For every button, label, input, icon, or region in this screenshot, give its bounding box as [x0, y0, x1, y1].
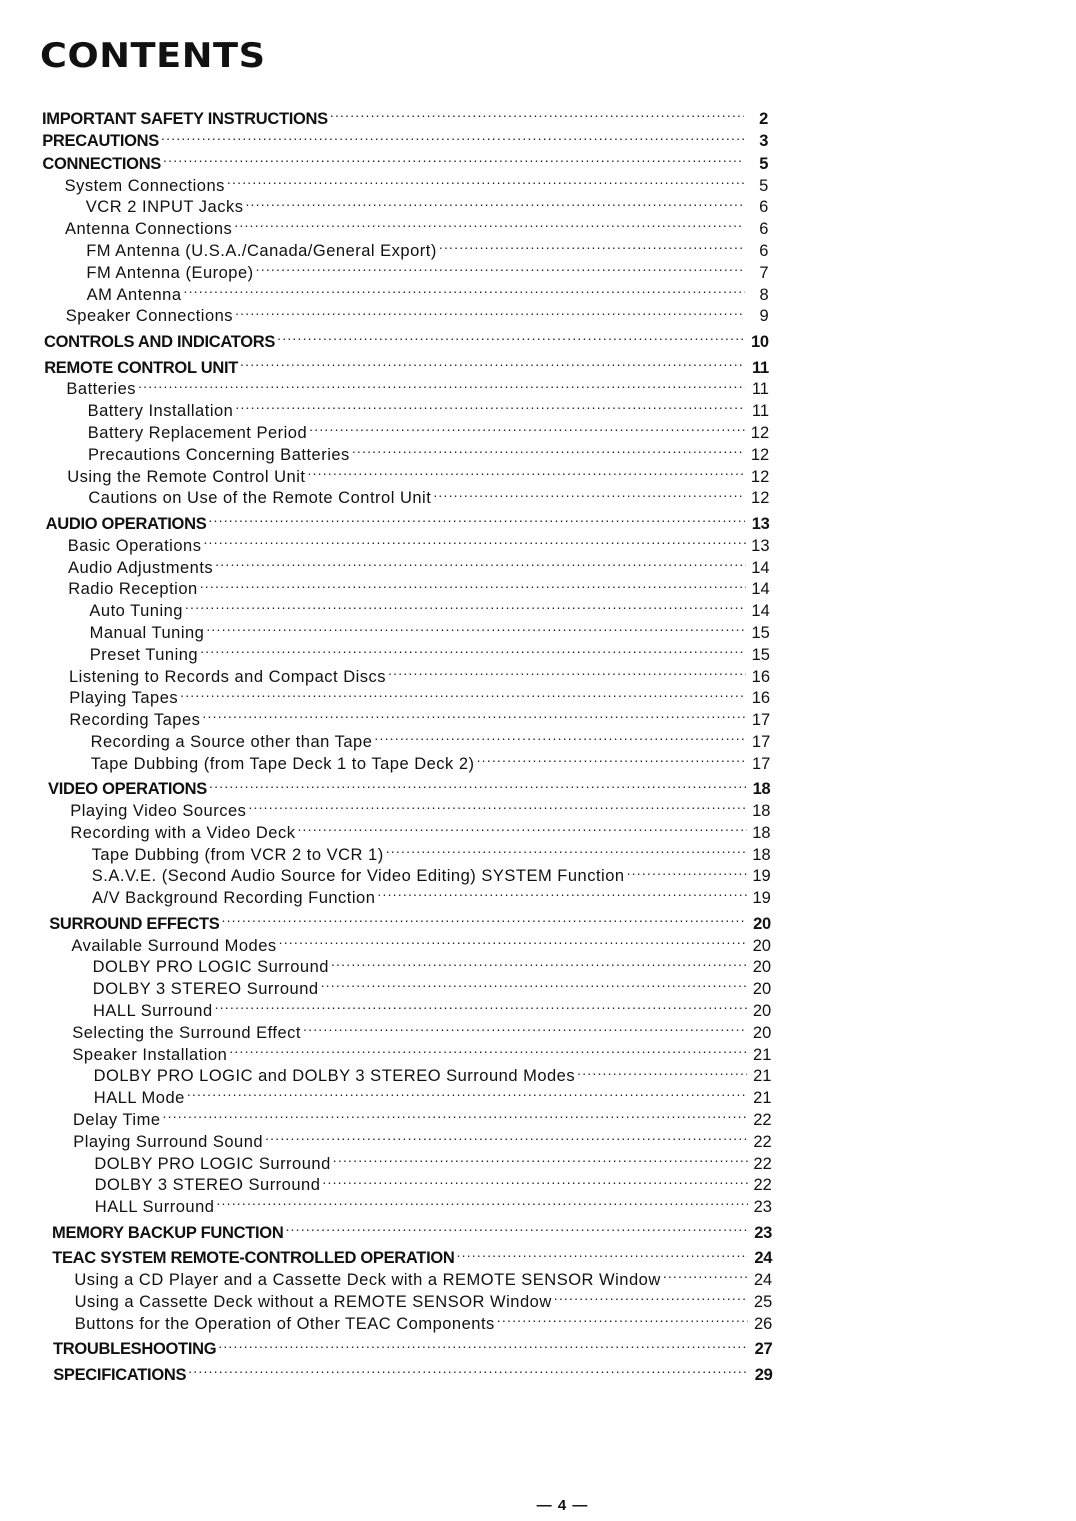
- toc-entry: [0, 529, 1076, 555]
- toc-entry-page: 20: [752, 1023, 772, 1042]
- toc-entry-page: 10: [751, 332, 769, 351]
- toc-entry-title: TROUBLESHOOTING: [53, 1340, 217, 1359]
- toc-entry-page: 20: [752, 936, 771, 955]
- toc-entry-page: 14: [751, 558, 770, 577]
- dot-leader: [265, 1125, 748, 1147]
- toc-entry-page: 12: [750, 423, 770, 442]
- dot-leader: [374, 725, 746, 747]
- toc-entry: [0, 660, 1076, 686]
- dot-leader: [285, 1215, 748, 1238]
- dot-leader: [187, 1081, 748, 1103]
- toc-entry-page: 7: [759, 263, 769, 282]
- toc-entry-page: 17: [751, 732, 771, 751]
- toc-entry-page: 5: [759, 176, 769, 195]
- toc-entry-page: 20: [753, 914, 771, 933]
- toc-entry-page: 6: [759, 220, 769, 239]
- toc-entry-page: 5: [759, 154, 769, 173]
- toc-entry-page: 16: [751, 667, 770, 686]
- table-of-contents: [0, 101, 1076, 1384]
- toc-entry-page: 2: [759, 109, 768, 128]
- toc-entry-page: 6: [759, 241, 769, 260]
- toc-entry-title: HALL Surround: [93, 1002, 213, 1021]
- toc-entry-page: 11: [751, 402, 770, 421]
- dot-leader: [188, 1357, 748, 1380]
- toc-entry-title: DOLBY 3 STEREO Surround: [92, 980, 319, 999]
- toc-entry-page: 22: [753, 1132, 772, 1151]
- dot-leader: [229, 1038, 747, 1060]
- toc-entry: [0, 300, 1076, 326]
- toc-entry: [0, 906, 1076, 933]
- toc-entry-title: Playing Tapes: [69, 689, 179, 708]
- toc-entry: [0, 1215, 1076, 1242]
- toc-entry-page: 15: [751, 623, 770, 642]
- toc-entry-title: FM Antenna (U.S.A./Canada/General Export): [86, 241, 437, 260]
- toc-entry: [0, 1081, 1076, 1108]
- dot-leader: [352, 438, 745, 460]
- toc-entry: [0, 460, 1076, 486]
- toc-entry: [0, 682, 1076, 708]
- dot-leader: [202, 703, 746, 725]
- toc-entry: [0, 1263, 1076, 1290]
- dot-leader: [577, 1060, 747, 1082]
- toc-entry-title: Speaker Connections: [65, 307, 234, 326]
- toc-entry-page: 18: [752, 802, 771, 821]
- toc-entry-title: SPECIFICATIONS: [53, 1365, 187, 1384]
- toc-entry-title: Basic Operations: [67, 536, 202, 555]
- toc-entry-title: S.A.V.E. (Second Audio Source for Video Editing) SYSTEM Function: [91, 867, 625, 886]
- toc-entry: [0, 373, 1076, 399]
- dot-leader: [433, 482, 745, 504]
- toc-entry-title: MEMORY BACKUP FUNCTION: [52, 1223, 284, 1242]
- dot-leader: [248, 794, 746, 816]
- toc-entry: [0, 1169, 1076, 1195]
- dot-leader: [307, 460, 745, 482]
- toc-entry-title: System Connections: [64, 176, 225, 195]
- toc-entry-title: Delay Time: [73, 1111, 161, 1130]
- toc-entry-page: 14: [751, 602, 770, 621]
- toc-entry: [0, 551, 1076, 577]
- toc-entry: [0, 416, 1076, 442]
- toc-entry-page: 12: [751, 489, 770, 508]
- toc-entry-title: Battery Replacement Period: [87, 423, 308, 442]
- dot-leader: [297, 816, 746, 838]
- toc-entry-page: 25: [753, 1293, 773, 1311]
- toc-entry-page: 19: [752, 867, 771, 886]
- toc-entry-title: DOLBY 3 STEREO Surround: [94, 1176, 321, 1195]
- toc-entry-page: 6: [759, 198, 769, 217]
- dot-leader: [235, 300, 745, 322]
- page-title: CONTENTS: [40, 36, 266, 76]
- dot-leader: [388, 660, 746, 682]
- dot-leader: [240, 350, 745, 373]
- toc-entry-title: Precautions Concerning Batteries: [88, 445, 350, 464]
- toc-entry: [0, 278, 1076, 304]
- toc-entry-page: 15: [751, 645, 770, 664]
- toc-entry-title: Tape Dubbing (from Tape Deck 1 to Tape Deck 2): [90, 754, 475, 773]
- toc-entry: [0, 1016, 1076, 1042]
- toc-entry-title: CONTROLS AND INDICATORS: [44, 332, 276, 351]
- toc-entry-page: 12: [750, 467, 770, 486]
- toc-entry-title: Available Surround Modes: [71, 936, 277, 955]
- toc-entry-page: 14: [751, 580, 770, 599]
- toc-entry: [0, 169, 1076, 195]
- toc-entry-title: DOLBY PRO LOGIC Surround: [92, 958, 329, 977]
- toc-entry: [0, 1103, 1076, 1130]
- toc-entry: [0, 929, 1076, 955]
- toc-entry-title: REMOTE CONTROL UNIT: [44, 358, 239, 377]
- toc-entry: [0, 972, 1076, 999]
- toc-entry-page: 22: [753, 1111, 772, 1130]
- toc-entry-page: 21: [753, 1067, 772, 1086]
- toc-entry-page: 11: [751, 380, 769, 399]
- toc-entry-title: Playing Video Sources: [70, 802, 247, 821]
- toc-entry: [0, 1125, 1076, 1151]
- toc-entry-page: 23: [753, 1198, 772, 1217]
- toc-entry-page: 17: [751, 754, 771, 773]
- toc-entry-page: 18: [752, 780, 771, 799]
- toc-entry: [0, 594, 1076, 621]
- toc-entry-title: VIDEO OPERATIONS: [48, 780, 207, 799]
- toc-entry-title: Speaker Installation: [72, 1045, 228, 1064]
- toc-entry-page: 16: [751, 689, 771, 708]
- toc-entry-page: 21: [753, 1089, 772, 1108]
- dot-leader: [627, 860, 747, 882]
- toc-entry: [0, 1357, 1076, 1384]
- page-number: — 4 —: [536, 1497, 589, 1514]
- toc-entry: [0, 350, 1076, 377]
- toc-entry: [0, 816, 1076, 842]
- toc-entry-title: Cautions on Use of the Remote Control Unit: [88, 489, 432, 508]
- dot-leader: [206, 616, 746, 638]
- toc-entry: [0, 324, 1076, 351]
- toc-entry-title: FM Antenna (Europe): [86, 263, 254, 282]
- toc-entry-title: IMPORTANT SAFETY INSTRUCTIONS: [42, 109, 328, 128]
- toc-entry-page: 20: [752, 958, 772, 977]
- toc-entry-title: Recording with a Video Deck: [70, 823, 296, 842]
- toc-entry-page: 8: [759, 285, 769, 304]
- dot-leader: [221, 906, 746, 929]
- toc-entry: [0, 1332, 1076, 1359]
- toc-entry-title: Recording Tapes: [69, 711, 201, 730]
- toc-entry: [0, 703, 1076, 730]
- toc-entry-title: DOLBY PRO LOGIC and DOLBY 3 STEREO Surround Modes: [93, 1067, 576, 1086]
- toc-entry: [0, 1285, 1076, 1311]
- dot-leader: [386, 838, 747, 860]
- toc-entry-title: A/V Background Recording Function: [92, 889, 376, 908]
- dot-leader: [245, 191, 744, 213]
- toc-entry-page: 19: [752, 889, 771, 908]
- toc-entry-title: HALL Mode: [93, 1089, 185, 1108]
- dot-leader: [554, 1285, 749, 1307]
- toc-entry-title: SURROUND EFFECTS: [49, 914, 220, 933]
- dot-leader: [322, 1169, 747, 1191]
- toc-entry-page: 18: [752, 823, 771, 842]
- toc-entry-title: PRECAUTIONS: [42, 132, 159, 151]
- dot-leader: [330, 101, 744, 124]
- dot-leader: [235, 394, 745, 416]
- toc-entry-page: 24: [754, 1249, 773, 1268]
- toc-entry: [0, 1147, 1076, 1173]
- toc-entry-page: 11: [752, 358, 769, 377]
- toc-entry-title: Using the Remote Control Unit: [67, 467, 306, 486]
- dot-leader: [184, 278, 745, 300]
- dot-leader: [180, 682, 746, 704]
- toc-entry-title: Auto Tuning: [89, 602, 183, 621]
- toc-entry-title: Audio Adjustments: [68, 558, 214, 577]
- toc-entry-title: Using a CD Player and a Cassette Deck with a REMOTE SENSOR Window: [74, 1271, 661, 1290]
- toc-entry: [0, 616, 1076, 642]
- toc-entry: [0, 191, 1076, 217]
- toc-entry: [0, 212, 1076, 239]
- toc-entry-title: TEAC SYSTEM REMOTE-CONTROLLED OPERATION: [52, 1249, 455, 1268]
- toc-entry: [0, 1038, 1076, 1064]
- toc-entry: [0, 794, 1076, 821]
- toc-entry-title: Selecting the Surround Effect: [72, 1023, 302, 1042]
- toc-entry: [0, 124, 1076, 151]
- toc-entry-title: Battery Installation: [87, 402, 234, 421]
- toc-entry-page: 22: [753, 1176, 772, 1195]
- toc-entry: [0, 573, 1076, 599]
- toc-entry-title: AM Antenna: [86, 285, 182, 304]
- toc-entry: [0, 994, 1076, 1021]
- dot-leader: [303, 1016, 747, 1038]
- toc-entry-title: Radio Reception: [68, 580, 198, 599]
- toc-entry-page: 3: [759, 132, 769, 151]
- dot-leader: [216, 1190, 748, 1212]
- dot-leader: [215, 551, 745, 573]
- dot-leader: [227, 169, 744, 191]
- toc-entry-page: 9: [759, 307, 769, 326]
- dot-leader: [208, 506, 745, 529]
- toc-entry-page: 13: [751, 514, 770, 533]
- dot-leader: [277, 324, 745, 347]
- dot-leader: [200, 573, 746, 595]
- dot-leader: [256, 256, 745, 278]
- toc-entry: [0, 772, 1076, 799]
- dot-leader: [321, 972, 748, 994]
- dot-leader: [477, 747, 747, 769]
- toc-entry-page: 29: [754, 1365, 773, 1384]
- toc-entry-page: 21: [753, 1045, 772, 1064]
- toc-entry-title: Listening to Records and Compact Discs: [69, 667, 387, 686]
- toc-entry-page: 24: [753, 1271, 773, 1290]
- toc-entry-title: VCR 2 INPUT Jacks: [85, 198, 244, 217]
- toc-entry-page: 27: [754, 1340, 773, 1359]
- toc-entry-title: HALL Surround: [94, 1198, 215, 1217]
- dot-leader: [377, 881, 746, 903]
- dot-leader: [161, 124, 744, 147]
- toc-entry: [0, 725, 1076, 751]
- toc-entry: [0, 1307, 1076, 1333]
- toc-entry-title: Playing Surround Sound: [73, 1132, 264, 1151]
- dot-leader: [203, 529, 745, 551]
- toc-entry: [0, 1241, 1076, 1268]
- toc-entry-page: 23: [754, 1223, 772, 1242]
- toc-entry: [0, 951, 1076, 977]
- toc-entry: [0, 482, 1076, 508]
- toc-entry-page: 18: [752, 845, 771, 864]
- dot-leader: [439, 234, 745, 256]
- toc-entry-page: 13: [751, 536, 770, 555]
- toc-entry: [0, 747, 1076, 773]
- toc-entry: [0, 838, 1076, 864]
- toc-entry: [0, 256, 1076, 282]
- dot-leader: [185, 594, 746, 616]
- toc-entry: [0, 394, 1076, 421]
- toc-entry-title: Using a Cassette Deck without a REMOTE SENSOR Window: [74, 1293, 552, 1311]
- dot-leader: [663, 1263, 748, 1285]
- dot-leader: [457, 1241, 749, 1264]
- toc-entry-title: Manual Tuning: [89, 623, 205, 642]
- toc-entry-page: 26: [753, 1314, 773, 1333]
- toc-entry-title: Recording a Source other than Tape: [90, 732, 373, 751]
- toc-entry-title: Preset Tuning: [89, 645, 199, 664]
- dot-leader: [200, 638, 746, 660]
- toc-entry-title: DOLBY PRO LOGIC Surround: [94, 1154, 331, 1173]
- toc-entry: [0, 638, 1076, 664]
- toc-entry-page: 12: [750, 445, 770, 464]
- toc-entry: [0, 146, 1076, 173]
- toc-entry-page: 17: [751, 711, 771, 730]
- dot-leader: [218, 1332, 748, 1355]
- toc-entry-title: Batteries: [66, 380, 137, 399]
- dot-leader: [331, 951, 747, 973]
- toc-entry-title: Tape Dubbing (from VCR 2 to VCR 1): [91, 845, 384, 864]
- toc-entry: [0, 881, 1076, 908]
- toc-entry: [0, 1060, 1076, 1086]
- toc-entry-title: AUDIO OPERATIONS: [45, 514, 207, 533]
- toc-entry: [0, 506, 1076, 533]
- toc-entry-page: 20: [752, 1002, 772, 1021]
- toc-entry: [0, 1190, 1076, 1217]
- toc-entry: [0, 101, 1076, 128]
- dot-leader: [333, 1147, 748, 1169]
- dot-leader: [163, 1103, 748, 1125]
- dot-leader: [209, 772, 746, 795]
- toc-entry-page: 22: [753, 1154, 772, 1173]
- toc-entry: [0, 438, 1076, 464]
- dot-leader: [309, 416, 745, 438]
- toc-entry-title: Buttons for the Operation of Other TEAC Components: [74, 1314, 495, 1333]
- toc-entry: [0, 860, 1076, 886]
- toc-entry-title: Antenna Connections: [65, 220, 233, 239]
- toc-entry-title: CONNECTIONS: [42, 154, 162, 173]
- dot-leader: [215, 994, 748, 1016]
- toc-entry-page: 20: [752, 980, 772, 999]
- dot-leader: [138, 373, 745, 395]
- toc-entry: [0, 234, 1076, 260]
- dot-leader: [497, 1307, 749, 1329]
- dot-leader: [234, 212, 744, 234]
- dot-leader: [279, 929, 747, 951]
- dot-leader: [163, 146, 744, 169]
